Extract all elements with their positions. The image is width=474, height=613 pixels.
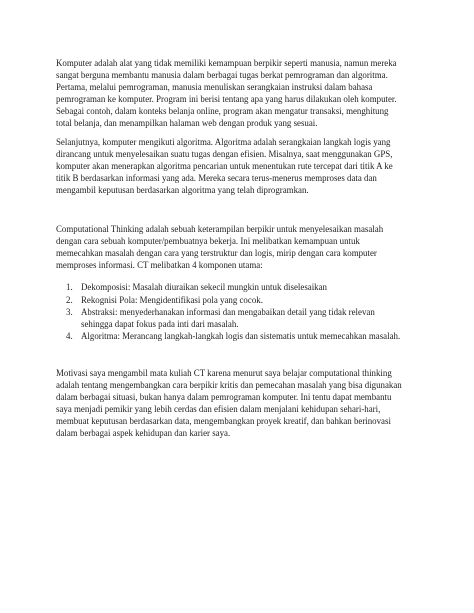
text-line: memproses informasi. CT melibatkan 4 komponen utama: <box>56 260 263 271</box>
text-line: dengan cara sebuah komputer/pembuatnya bekerja. Ini melibatkan kemampuan untuk <box>56 236 360 247</box>
text-line: mengambil keputusan berdasarkan algoritma yang telah diprogramkan. <box>56 184 309 195</box>
text-line: titik B berdasarkan informasi yang ada. Mereka secara terus-menerus memproses data dan <box>56 172 377 183</box>
paragraph-algorithms <box>56 136 422 196</box>
document-body <box>56 57 422 445</box>
list-number: 4. <box>66 330 73 341</box>
paragraph-motivation <box>56 367 422 440</box>
list-item <box>56 294 422 306</box>
text-line: Motivasi saya mengambil mata kuliah CT karena menurut saya belajar computational thinking <box>56 367 392 378</box>
text-line: dalam berbagai situasi, bukan hanya dalam pemrograman komputer. Ini tentu dapat membantu <box>56 392 392 403</box>
text-line: total belanja, dan menampilkan halaman web dengan produk yang sesuai. <box>56 118 318 129</box>
ct-components-list <box>56 281 422 341</box>
blank-line <box>56 342 422 363</box>
text-line: komputer akan menerapkan algoritma pencarian untuk menentukan rute tercepat dari titik A ke <box>56 160 393 171</box>
list-item-text: Rekognisi Pola: Mengidentifikasi pola yang cocok. <box>81 294 263 305</box>
list-item <box>56 306 422 330</box>
text-line: sangat berguna membantu manusia dalam berbagai tugas berkat pemrograman dan algoritma. <box>56 70 388 81</box>
text-line: memecahkan masalah dengan cara yang terstruktur dan logis, mirip dengan cara komputer <box>56 248 377 259</box>
list-item <box>56 281 422 293</box>
list-number: 3. <box>66 306 73 317</box>
text-line: Komputer adalah alat yang tidak memiliki kemampuan berpikir seperti manusia, namun mereka <box>56 58 397 68</box>
text-line: Sebagai contoh, dalam konteks belanja online, program akan mengatur transaksi, menghitung <box>56 106 389 117</box>
list-item-text: Dekomposisi: Masalah diuraikan sekecil mungkin untuk diselesaikan <box>81 282 327 293</box>
text-line: adalah tentang mengembangkan cara berpikir kritis dan pemecahan masalah yang bisa digunakan <box>56 379 402 390</box>
list-number: 1. <box>66 282 73 293</box>
list-item <box>56 330 422 342</box>
list-item-text: Algoritma: Merancang langkah-langkah logis dan sistematis untuk memecahkan masalah. <box>81 330 401 341</box>
text-line: Pertama, melalui pemrograman, manusia menuliskan serangkaian instruksi dalam bahasa <box>56 82 373 93</box>
paragraph-computers-programming <box>56 57 422 130</box>
text-line: saya menjadi pemikir yang lebih cerdas dan efisien dalam menjalani kehidupan sehari-hari, <box>56 404 381 415</box>
blank-line <box>56 202 422 223</box>
text-line: Selanjutnya, komputer mengikuti algoritma. Algoritma adalah serangkaian langkah logis yang <box>56 136 391 147</box>
text-line: dirancang untuk menyelesaikan suatu tugas dengan efisien. Misalnya, saat menggunakan GPS, <box>56 148 393 159</box>
list-item-text: sehingga dapat fokus pada inti dari masalah. <box>81 318 239 329</box>
text-line: Computational Thinking adalah sebuah keterampilan berpikir untuk menyelesaikan masalah <box>56 224 384 235</box>
paragraph-computational-thinking <box>56 223 422 271</box>
text-line: pemrograman ke komputer. Program ini berisi tentang apa yang harus dilakukan oleh komputer. <box>56 94 397 105</box>
text-line: membuat keputusan berdasarkan data, mengembangkan proyek kreatif, dan bahkan berinovasi <box>56 416 391 427</box>
text-line: dalam berbagai aspek kehidupan dan karier saya. <box>56 428 231 439</box>
list-number: 2. <box>66 294 73 305</box>
list-item-text: Abstraksi: menyederhanakan informasi dan mengabaikan detail yang tidak relevan <box>81 306 375 317</box>
